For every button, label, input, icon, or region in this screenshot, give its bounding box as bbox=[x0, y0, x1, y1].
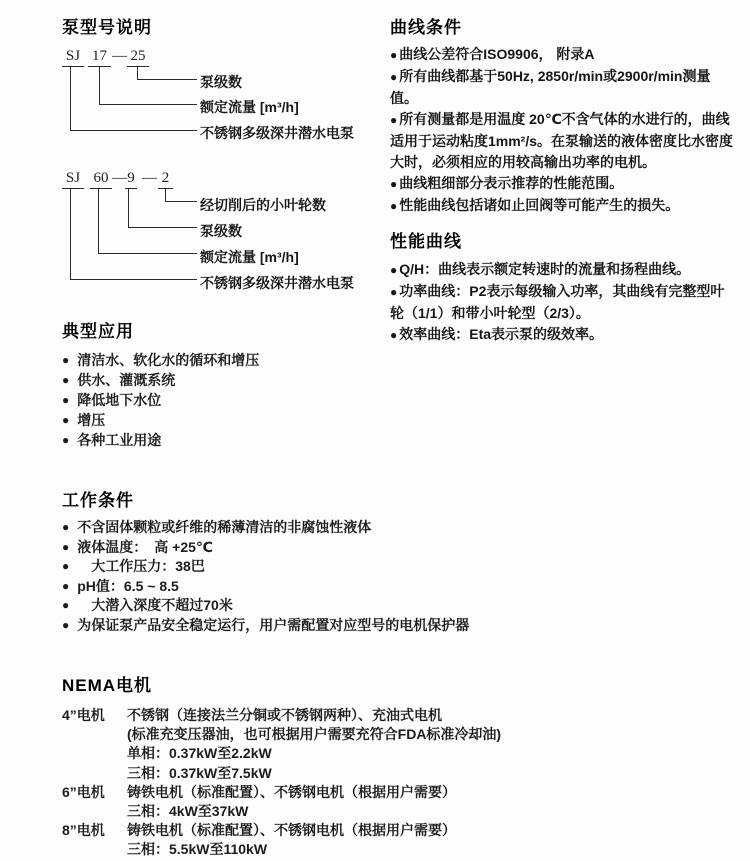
list-item bbox=[62, 616, 542, 636]
list-item bbox=[62, 350, 392, 370]
model2-label-series: 不锈钢多级深井潜水电泵 bbox=[200, 275, 354, 291]
bullet-paragraph bbox=[390, 195, 738, 217]
nema-motors-title: NEMA电机 bbox=[62, 676, 153, 695]
model1-label-series: 不锈钢多级深井潜水电泵 bbox=[200, 125, 354, 141]
model2-label-impellers: 经切削后的小叶轮数 bbox=[200, 197, 326, 213]
model2-dash-2: — bbox=[142, 170, 157, 186]
nema-detail-line: 不锈钢（连接法兰分铜或不锈钢两种）、充油式电机 bbox=[127, 707, 442, 723]
list-item-text: 清洁水、软化水的循环和增压 bbox=[77, 352, 260, 368]
bullet-icon: ● bbox=[62, 373, 70, 387]
nema-motors-table bbox=[62, 706, 582, 860]
bullet-icon: ● bbox=[390, 199, 398, 213]
model2-impellers-code: 2 bbox=[158, 170, 173, 189]
model2-label-flow: 额定流量 [m³/h] bbox=[200, 249, 299, 265]
bullet-icon: ● bbox=[390, 263, 398, 277]
list-item-text: 液体温度： 高 +25℃ bbox=[77, 538, 213, 555]
bullet-icon: ● bbox=[390, 328, 398, 342]
paragraph-text: 效率曲线：Eta表示泵的级效率。 bbox=[399, 326, 604, 342]
model2-label-stages: 泵级数 bbox=[200, 223, 242, 239]
model1-series-code: SJ bbox=[62, 48, 84, 67]
list-item-text: 为保证泵产品安全稳定运行，用户需配置对应型号的电机保护器 bbox=[77, 616, 470, 633]
bullet-paragraph bbox=[390, 259, 738, 281]
model1-flow-code: 17 bbox=[88, 48, 111, 67]
bullet-icon: ● bbox=[62, 413, 70, 427]
list-item-text: 不含固体颗粒或纤维的稀薄清洁的非腐蚀性液体 bbox=[77, 519, 372, 535]
list-item bbox=[62, 538, 542, 558]
paragraph-text: 所有测量都是用温度 20℃不含气体的水进行的，曲线适用于运动粘度1mm²/s。在泵输送的液体密度比水密度大时，必须相应的用较高输出功率的电机。 bbox=[390, 111, 734, 170]
list-item-text: 降低地下水位 bbox=[77, 392, 162, 408]
bullet-icon: ● bbox=[62, 393, 70, 407]
nema-row-8inch bbox=[62, 821, 582, 859]
bullet-paragraph bbox=[390, 109, 738, 173]
bullet-icon: ● bbox=[62, 539, 70, 554]
list-item bbox=[62, 557, 542, 577]
nema-row-details bbox=[127, 821, 456, 859]
performance-curves-body bbox=[390, 259, 738, 346]
paragraph-text: 功率曲线：P2表示每级输入功率，其曲线有完整型叶轮（1/1）和带小叶轮型（2/3）。 bbox=[390, 283, 725, 321]
bullet-icon: ● bbox=[62, 578, 70, 593]
bullet-icon: ● bbox=[390, 113, 398, 127]
performance-curves-title: 性能曲线 bbox=[390, 232, 462, 251]
model2-stages-code: 9 bbox=[125, 170, 137, 189]
nema-motors-section bbox=[62, 671, 582, 860]
model-diagram-1 bbox=[60, 46, 390, 146]
list-item bbox=[62, 596, 542, 616]
list-item-text: 大潜入深度不超过70米 bbox=[77, 597, 233, 613]
nema-row-4inch bbox=[62, 706, 582, 783]
list-item bbox=[62, 410, 392, 430]
curve-conditions-title: 曲线条件 bbox=[390, 18, 462, 37]
bullet-paragraph bbox=[390, 173, 738, 195]
bullet-icon: ● bbox=[390, 177, 398, 191]
working-conditions-title: 工作条件 bbox=[62, 491, 134, 510]
connector-line bbox=[70, 67, 197, 131]
model-section-title: 泵型号说明 bbox=[62, 18, 152, 37]
bullet-icon: ● bbox=[62, 433, 70, 447]
list-item-text: 供水、灌溉系统 bbox=[77, 372, 176, 388]
nema-size-label: 6”电机 bbox=[62, 783, 105, 800]
curve-conditions-body bbox=[390, 44, 738, 217]
list-item bbox=[62, 518, 542, 538]
model1-dash: — bbox=[112, 48, 127, 64]
list-item-text: pH值：6.5 ~ 8.5 bbox=[77, 577, 179, 594]
model-diagram-2 bbox=[60, 168, 390, 298]
nema-detail-line: 三相：0.37kW至7.5kW bbox=[127, 764, 272, 781]
model1-label-flow: 额定流量 [m³/h] bbox=[200, 99, 299, 115]
bullet-icon: ● bbox=[62, 353, 70, 367]
bullet-paragraph bbox=[390, 324, 738, 346]
typical-applications-title: 典型应用 bbox=[62, 322, 134, 341]
bullet-icon: ● bbox=[390, 285, 398, 299]
typical-applications-list bbox=[62, 350, 392, 450]
nema-detail-line: 单相：0.37kW至2.2kW bbox=[127, 745, 272, 762]
model2-series-code: SJ bbox=[62, 170, 84, 189]
model2-flow-code: 60 bbox=[90, 170, 112, 189]
list-item bbox=[62, 430, 392, 450]
model1-stages-code: 25 bbox=[127, 48, 149, 67]
model1-label-stages: 泵级数 bbox=[200, 74, 242, 90]
paragraph-text: 曲线公差符合ISO9906， 附录A bbox=[399, 46, 595, 62]
list-item-text: 大工作压力：38巴 bbox=[77, 558, 205, 574]
nema-detail-line: 三相：4kW至37kW bbox=[127, 803, 249, 820]
bullet-paragraph bbox=[390, 44, 738, 66]
list-item bbox=[62, 370, 392, 390]
paragraph-text: 性能曲线包括诸如止回阀等可能产生的损失。 bbox=[399, 197, 680, 213]
working-conditions-list bbox=[62, 518, 542, 635]
nema-row-details bbox=[127, 783, 456, 821]
nema-detail-line: 铸铁电机（标准配置）、不锈钢电机（根据用户需要） bbox=[127, 822, 456, 839]
bullet-paragraph bbox=[390, 281, 738, 324]
list-item-text: 增压 bbox=[77, 412, 106, 428]
paragraph-text: Q/H：曲线表示额定转速时的流量和扬程曲线。 bbox=[399, 261, 691, 277]
bullet-icon: ● bbox=[62, 520, 70, 534]
bullet-paragraph bbox=[390, 66, 738, 109]
bullet-icon: ● bbox=[390, 70, 398, 84]
nema-detail-line: 铸铁电机（标准配置）、不锈钢电机（根据用户需要） bbox=[127, 783, 456, 800]
connector-line bbox=[70, 189, 197, 280]
curve-conditions-section bbox=[390, 13, 738, 217]
performance-curves-section bbox=[390, 227, 738, 346]
nema-row-details bbox=[127, 706, 501, 783]
working-conditions-section bbox=[62, 486, 542, 635]
bullet-icon: ● bbox=[62, 559, 70, 573]
nema-row-6inch bbox=[62, 783, 582, 821]
nema-detail-line: 三相：5.5kW至110kW bbox=[127, 841, 268, 858]
model2-dash-1: — bbox=[112, 170, 127, 186]
paragraph-text: 曲线粗细部分表示推荐的性能范围。 bbox=[399, 175, 624, 191]
bullet-icon: ● bbox=[62, 598, 70, 612]
typical-applications-section bbox=[62, 317, 392, 450]
list-item-text: 各种工业用途 bbox=[77, 432, 162, 448]
list-item bbox=[62, 390, 392, 410]
bullet-icon: ● bbox=[62, 617, 70, 632]
nema-size-label: 8”电机 bbox=[62, 822, 105, 839]
bullet-icon: ● bbox=[390, 48, 398, 62]
list-item bbox=[62, 577, 542, 597]
nema-detail-line: (标准充变压器油，也可根据用户需要充符合FDA标准冷却油) bbox=[127, 726, 502, 743]
paragraph-text: 所有曲线都基于50Hz, 2850r/min或2900r/min测量值。 bbox=[390, 68, 711, 106]
nema-size-label: 4”电机 bbox=[62, 707, 105, 723]
